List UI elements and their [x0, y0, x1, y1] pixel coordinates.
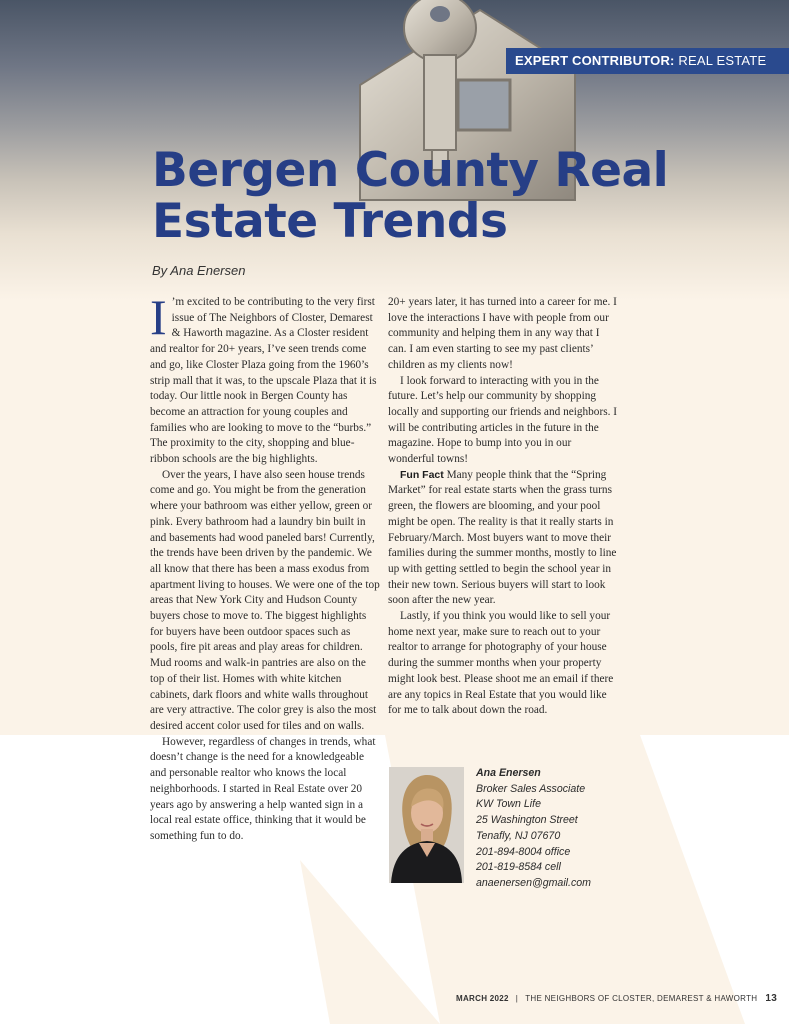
author-cell-phone[interactable]: 201-819-8584 cell — [476, 861, 561, 874]
paragraph-text: ’m excited to be contributing to the very first issue of The Neighbors of Closter, Demarest & Haworth magazine. As a Closter resident and realtor for 20+ years, I’ve seen trends come and go, like Closter Plaza going from the 1960’s strip mall that it was, to the upscale Plaza that it is today. Our little nook in Bergen County has become an attraction for young couples and families who are looking to move to the “burbs.” The proximity to the city, shopping and blue-ribbon schools are the big highlights. — [150, 296, 377, 466]
author-name: Ana Enersen — [476, 767, 541, 779]
paragraph: Lastly, if you think you would like to sell your home next year, make sure to reach out to your realtor to arrange for photography of your house during the summer months when your property might look best. Please shoot me an email if there are any topics in Real Estate that you would like for me to talk about down the road. — [388, 610, 614, 717]
page-footer — [456, 993, 777, 1004]
byline: By Ana Enersen — [152, 263, 246, 278]
fun-fact-text: Many people think that the “Spring Market” for real estate starts when the grass turns green, the flowers are blooming, and your pool might be open. The reality is that it really starts in February/March. Most buyers want to move their families during the summer months, mostly to line up with getting settled to begin the school year in their new town. Serious buyers will start to look soon after the new year. — [388, 468, 617, 607]
footer-issue: MARCH 2022 — [456, 994, 509, 1003]
author-city: Tenafly, NJ 07670 — [476, 829, 561, 842]
article-title: Bergen County Real Estate Trends — [152, 143, 669, 249]
fun-fact-paragraph — [388, 468, 618, 609]
paragraph: Over the years, I have also seen house trends come and go. You might be from the generation where your bathroom was either yellow, green or pink. Every bathroom had a laundry bin built in and basements had wood paneled bars! Currently, the trends have been driven by the pandemic. We all know that there has been a mass exodus from apartment living to houses. We were one of the top areas that New York City and Hudson County buyers chose to move to. The biggest highlights for buyers have been outdoor spaces such as pools, fire pit areas and play areas for children. Mud rooms and walk-in pantries are also on the top of their list. Homes with white kitchen cabinets, dark floors and white walls throughout are very attractive. The color grey is also the most desired accent color used for tiles and on walls. — [150, 468, 380, 732]
author-office-phone[interactable]: 201-894-8004 office — [476, 845, 571, 858]
fun-fact-label: Fun Fact — [400, 468, 444, 481]
author-contact-card — [476, 766, 676, 892]
article-column-2 — [388, 295, 618, 719]
author-street: 25 Washington Street — [476, 814, 578, 827]
footer-publication: THE NEIGHBORS OF CLOSTER, DEMAREST & HAWORTH — [525, 994, 758, 1003]
author-email[interactable]: anaenersen@gmail.com — [476, 876, 591, 889]
author-company: KW Town Life — [476, 798, 541, 811]
drop-cap: I — [150, 289, 167, 345]
section-tag-bold: EXPERT CONTRIBUTOR: — [515, 53, 675, 68]
paragraph: However, regardless of changes in trends, what doesn’t change is the need for a knowledgeable and personable realtor who knows the local neighborhoods. I started in Real Estate over 20 years ago by answering a help wanted sign in a local real estate office, thinking that it would be something fun to do. — [150, 735, 376, 842]
section-tag-rest: REAL ESTATE — [678, 53, 767, 68]
article-column-1 — [150, 289, 380, 845]
page-number: 13 — [765, 993, 778, 1004]
paragraph — [150, 289, 380, 468]
author-portrait — [389, 767, 464, 883]
paragraph: 20+ years later, it has turned into a career for me. I love the interactions I have with people from our community and helping them in any way that I can. I am even starting to see my past clients’ children as my clients now! — [388, 296, 617, 371]
paragraph: I look forward to interacting with you in the future. Let’s help our community by shopping locally and supporting our friends and neighbors. I will be contributing articles in the future in the magazine. Hope to bump into you in our wonderful towns! — [388, 374, 618, 466]
section-tag — [506, 48, 789, 74]
footer-separator: | — [515, 994, 519, 1003]
author-title: Broker Sales Associate — [476, 782, 586, 795]
